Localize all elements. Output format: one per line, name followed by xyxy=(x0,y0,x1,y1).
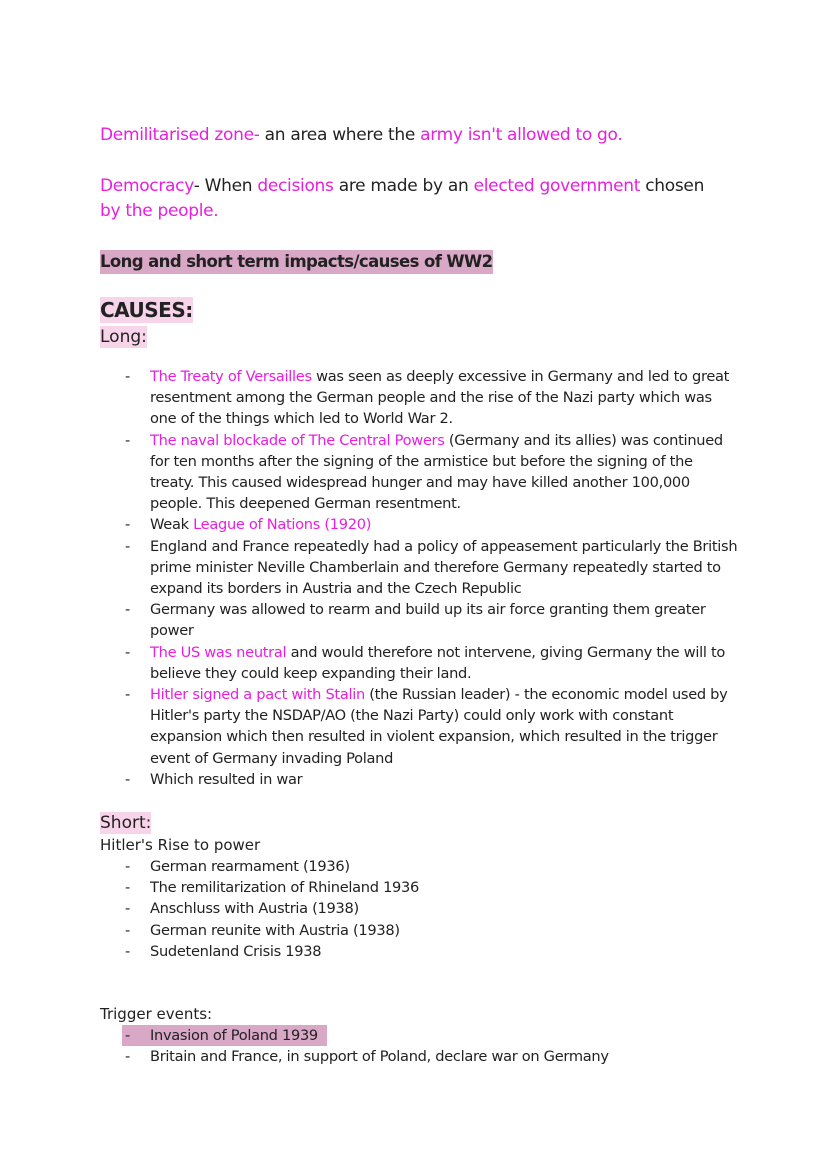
text-segment: Invasion of Poland 1939 xyxy=(150,1027,318,1044)
highlighted-term: League of Nations (1920) xyxy=(193,516,372,534)
text-segment: was seen as deeply excessive in Germany and led to great resentment among the German people and the rise of the Nazi party which was one of the things which led to World War 2. xyxy=(150,368,730,428)
highlighted-term: The naval blockade of The Central Powers xyxy=(150,431,445,449)
list-item xyxy=(100,536,740,600)
text-segment: Anschluss with Austria (1938) xyxy=(150,900,359,918)
dash-bullet: - xyxy=(125,921,130,939)
causes-heading: CAUSES: xyxy=(100,298,193,322)
highlighted-term: decisions xyxy=(257,176,334,196)
text-segment: - When xyxy=(193,176,258,196)
short-term-causes-list xyxy=(100,856,740,962)
dash-bullet: - xyxy=(125,942,130,960)
dash-bullet: - xyxy=(125,643,130,661)
long-term-causes-list xyxy=(100,366,740,790)
list-item xyxy=(100,941,740,962)
highlighted-term: army isn't allowed to go. xyxy=(420,125,623,145)
dash-bullet: - xyxy=(125,879,130,897)
highlighted-term: by the people. xyxy=(100,201,219,221)
long-term-label: Long: xyxy=(100,327,147,347)
highlighted-term: The Treaty of Versailles xyxy=(150,368,312,385)
list-item xyxy=(100,1046,740,1067)
text-segment: Weak xyxy=(150,516,194,534)
list-item xyxy=(100,920,740,941)
definition-democracy xyxy=(100,174,720,224)
dash-bullet: - xyxy=(125,516,130,534)
list-item xyxy=(100,1025,740,1046)
list-item xyxy=(100,769,740,790)
list-item xyxy=(100,877,740,898)
text-segment: an area where the xyxy=(259,125,421,145)
list-item xyxy=(100,642,740,684)
list-item xyxy=(100,366,740,430)
text-segment: chosen xyxy=(640,176,705,196)
text-segment: England and France repeatedly had a policy of appeasement particularly the British prime minister Neville Chamberlain and therefore Germany repeatedly started to expand its borders in Austria and the Czech Republic xyxy=(150,537,738,598)
hitlers-rise-subheading: Hitler's Rise to power xyxy=(100,836,261,854)
list-item xyxy=(100,898,740,919)
dash-bullet: - xyxy=(125,1027,130,1044)
dash-bullet: - xyxy=(125,900,130,918)
highlighted-term: The US was neutral xyxy=(150,643,287,661)
dash-bullet: - xyxy=(125,601,130,619)
dash-bullet: - xyxy=(125,858,130,875)
text-segment: Sudetenland Crisis 1938 xyxy=(150,942,322,960)
dash-bullet: - xyxy=(125,537,130,555)
highlighted-term: Democracy xyxy=(100,176,194,196)
short-term-label: Short: xyxy=(100,813,152,833)
text-segment: German reunite with Austria (1938) xyxy=(150,921,400,939)
section-heading: Long and short term impacts/causes of WW2 xyxy=(100,250,493,274)
highlighted-term: elected government xyxy=(473,176,641,196)
list-item xyxy=(100,856,740,877)
trigger-events-label: Trigger events: xyxy=(100,1005,213,1023)
text-segment: Britain and France, in support of Poland, declare war on Germany xyxy=(150,1048,609,1066)
text-segment: are made by an xyxy=(333,176,474,196)
dash-bullet: - xyxy=(125,770,130,788)
highlighted-term: Demilitarised zone- xyxy=(100,125,260,145)
text-segment: (Germany and its allies) was continued for ten months after the signing of the armistice but before the signing of the treaty. This caused widespread hunger and may have killed another 100,000 people. This deepened German resentment. xyxy=(150,431,723,513)
dash-bullet: - xyxy=(125,1048,130,1066)
definition-demilitarised-zone xyxy=(100,123,720,148)
list-item xyxy=(100,684,740,769)
dash-bullet: - xyxy=(125,431,130,449)
trigger-events-list xyxy=(100,1025,740,1067)
text-segment: Germany was allowed to rearm and build up its air force granting them greater power xyxy=(150,601,706,640)
list-item xyxy=(100,430,740,515)
text-segment: Which resulted in war xyxy=(150,770,303,788)
list-item xyxy=(100,514,740,535)
highlighted-term: Hitler signed a pact with Stalin xyxy=(150,686,365,704)
dash-bullet: - xyxy=(125,686,130,704)
dash-bullet: - xyxy=(125,368,130,385)
text-segment: and would therefore not intervene, giving Germany the will to believe they could keep expanding their land. xyxy=(150,643,725,682)
text-segment: The remilitarization of Rhineland 1936 xyxy=(150,879,420,897)
text-segment: (the Russian leader) - the economic model used by Hitler's party the NSDAP/AO (the Nazi Party) could only work with constant expansion which then resulted in violent expansion, which resulted in the trigger event of Germany invading Poland xyxy=(150,686,728,767)
text-segment: German rearmament (1936) xyxy=(150,858,350,875)
list-item xyxy=(100,599,740,641)
